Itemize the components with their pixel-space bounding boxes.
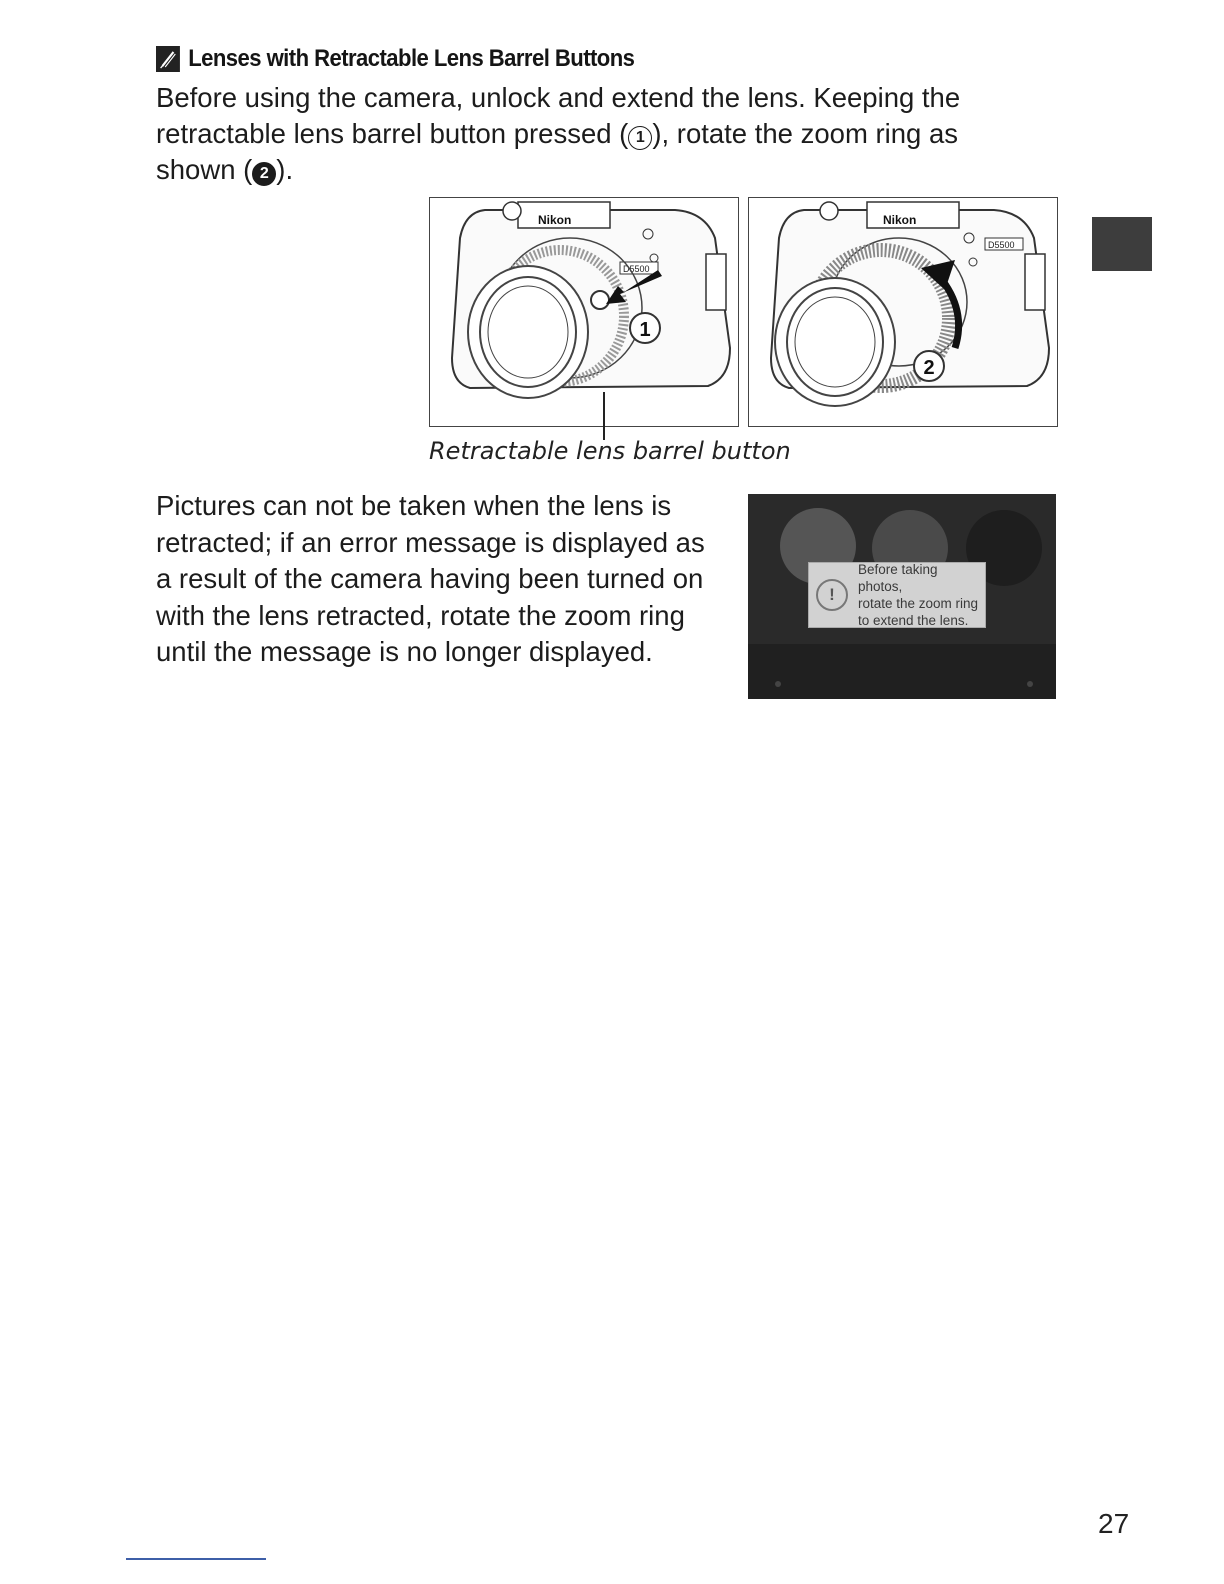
error-line-3: to extend the lens. [858,613,969,628]
camera-brand-label-2: Nikon [883,213,917,227]
step-1-marker: 1 [628,126,652,150]
callout-step-2: 2 [923,357,935,379]
camera-model-label-2: D5500 [988,240,1015,250]
intro-text-3: ). [276,154,294,185]
chapter-tab-marker [1092,217,1152,271]
body-paragraph: Pictures can not be taken when the lens is retracted; if an error message is displayed as a result of the camera having been turned on with the lens retracted, rotate the zoom ring until the message is no longer displayed. [156,490,705,668]
figure-rotate-zoom-ring [748,197,1058,427]
camera-illustration-1 [430,198,738,426]
intro-paragraph [156,80,1036,188]
figure-press-button [429,197,739,427]
camera-monitor-screen [748,494,1056,699]
error-line-2: rotate the zoom ring [858,596,979,611]
warning-icon: ! [816,579,848,611]
callout-leader-line [603,392,605,440]
note-pencil-icon [156,46,180,72]
section-heading [156,42,634,76]
intro-text-2: ), rotate the zoom ring as shown ( [156,118,959,185]
error-message-box [808,562,986,628]
footer-rule [126,1558,266,1560]
intro-text-1: Before using the camera, unlock and extend the lens. Keeping the retractable lens barrel button pressed ( [156,82,961,149]
error-message-text [858,561,985,629]
camera-model-label: D5500 [623,264,650,274]
step-2-marker: 2 [252,162,276,186]
callout-step-1: 1 [639,319,651,341]
figure-caption: Retractable lens barrel button [429,437,791,465]
heading-text: Lenses with Retractable Lens Barrel Buttons [188,45,635,72]
camera-brand-label: Nikon [538,213,572,227]
camera-illustration-2 [749,198,1057,426]
page-number: 27 [1098,1508,1130,1539]
error-line-1: Before taking photos, [858,562,938,594]
